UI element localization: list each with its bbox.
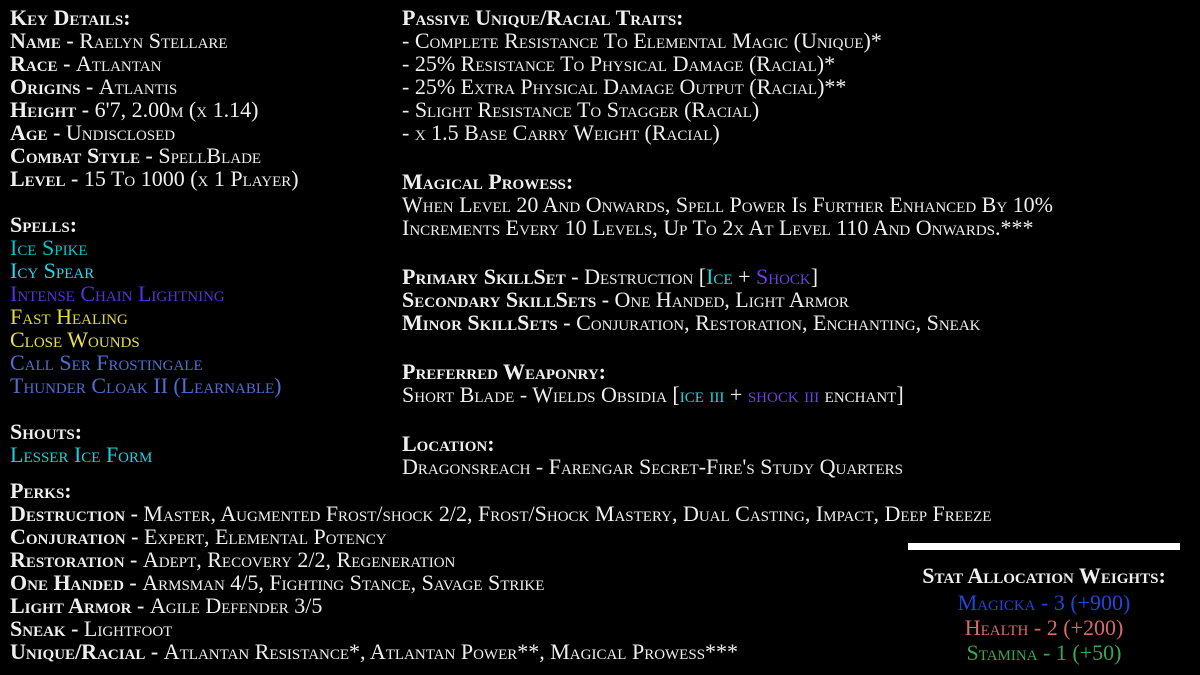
traits-heading: Passive Unique/Racial Traits: — [402, 5, 684, 30]
trait-item: - x 1.5 Base Carry Weight (Racial) — [402, 120, 720, 145]
perk-label: Unique/Racial — [10, 639, 146, 664]
weaponry-text: Short Blade - Wields Obsidia [ — [402, 382, 680, 407]
shout-name: Lesser Ice Form — [10, 442, 153, 467]
key-detail-label: Height — [10, 97, 77, 122]
weaponry-heading: Preferred Weaponry: — [402, 359, 607, 384]
minor-skillsets-label: Minor SkillSets — [402, 310, 558, 335]
secondary-skillsets-label: Secondary SkillSets — [402, 287, 597, 312]
label-separator: - — [123, 570, 143, 595]
label-separator: - — [140, 143, 159, 168]
key-detail-row — [10, 167, 398, 190]
minor-skillsets-row — [402, 311, 1194, 334]
shouts-section — [10, 420, 398, 466]
key-detail-row — [10, 98, 398, 121]
stat-allocation-section — [905, 543, 1183, 665]
perk-value: Lightfoot — [83, 616, 173, 641]
label-separator: - — [557, 310, 577, 335]
weaponry-section — [402, 360, 1194, 406]
key-detail-value: 6'7, 2.00m (x 1.14) — [94, 97, 259, 122]
location-section — [402, 432, 1194, 478]
key-detail-row — [10, 144, 398, 167]
spell-name: Thunder Cloak II (Learnable) — [10, 373, 282, 398]
plus-text: + — [724, 382, 748, 407]
spell-name: Fast Healing — [10, 304, 128, 329]
trait-item: - Complete Resistance To Elemental Magic (Unique)* — [402, 28, 882, 53]
label-separator: - — [65, 616, 84, 641]
right-column — [402, 6, 1194, 504]
trait-item: - 25% Resistance To Physical Damage (Racial)* — [402, 51, 836, 76]
key-detail-row — [10, 52, 398, 75]
perk-value: Master, Augmented Frost/shock 2/2, Frost/Shock Mastery, Dual Casting, Impact, Deep Freeze — [143, 501, 992, 526]
label-separator: - — [125, 524, 144, 549]
stat-magicka: Magicka - 3 (+900) — [957, 590, 1131, 615]
spells-section — [10, 213, 398, 397]
key-detail-label: Level — [10, 166, 66, 191]
spells-heading: Spells: — [10, 212, 78, 237]
spell-name: Call Ser Frostingale — [10, 350, 203, 375]
stat-allocation-heading: Stat Allocation Weights: — [922, 563, 1166, 588]
key-detail-value: Atlantis — [98, 74, 178, 99]
perk-label: Restoration — [10, 547, 125, 572]
label-separator: - — [65, 166, 84, 191]
plus-text: + — [732, 264, 757, 289]
trait-item: - 25% Extra Physical Damage Output (Racial)** — [402, 74, 847, 99]
key-detail-value: Raelyn Stellare — [79, 28, 228, 53]
key-detail-value: 15 To 1000 (x 1 Player) — [83, 166, 299, 191]
primary-skillset-label: Primary SkillSet — [402, 264, 566, 289]
weaponry-row — [402, 383, 1194, 406]
traits-section — [402, 6, 1194, 144]
shouts-heading: Shouts: — [10, 419, 83, 444]
trait-item: - Slight Resistance To Stagger (Racial) — [402, 97, 760, 122]
ice-enchant-text: ice iii — [679, 382, 725, 407]
shock-element-text: Shock — [756, 264, 811, 289]
key-detail-label: Age — [10, 120, 48, 145]
ice-element-text: Ice — [706, 264, 733, 289]
magical-prowess-heading: Magical Prowess: — [402, 169, 574, 194]
skillsets-section — [402, 265, 1194, 334]
stat-health: Health - 2 (+200) — [964, 615, 1124, 640]
key-detail-value: Atlantan — [75, 51, 162, 76]
label-separator: - — [124, 547, 143, 572]
perk-label: One Handed — [10, 570, 124, 595]
perk-label: Light Armor — [10, 593, 132, 618]
key-detail-label: Race — [10, 51, 58, 76]
minor-skillsets-value: Conjuration, Restoration, Enchanting, Sneak — [576, 310, 981, 335]
magical-prowess-section — [402, 170, 1194, 239]
location-heading: Location: — [402, 431, 495, 456]
perk-value: Agile Defender 3/5 — [149, 593, 323, 618]
perk-value: Expert, Elemental Potency — [143, 524, 387, 549]
secondary-skillsets-value: One Handed, Light Armor — [614, 287, 849, 312]
label-separator: - — [596, 287, 615, 312]
primary-skillset-row — [402, 265, 1194, 288]
spell-name: Intense Chain Lightning — [10, 281, 225, 306]
location-text: Dragonsreach - Farengar Secret-Fire's Study Quarters — [402, 454, 903, 479]
perk-label: Conjuration — [10, 524, 126, 549]
bracket-close: ] — [810, 264, 819, 289]
label-separator: - — [125, 501, 144, 526]
perk-value: Armsman 4/5, Fighting Stance, Savage Strike — [142, 570, 545, 595]
spell-name: Close Wounds — [10, 327, 140, 352]
shock-enchant-text: shock iii — [747, 382, 820, 407]
key-detail-label: Combat Style — [10, 143, 141, 168]
label-separator: - — [131, 593, 150, 618]
perk-value: Atlantan Resistance*, Atlantan Power**, Magical Prowess*** — [163, 639, 739, 664]
key-detail-value: Undisclosed — [65, 120, 176, 145]
enchant-suffix-text: enchant] — [819, 382, 904, 407]
label-separator: - — [60, 28, 80, 53]
label-separator: - — [76, 97, 95, 122]
perk-row — [10, 502, 1196, 525]
spell-name: Icy Spear — [10, 258, 95, 283]
spell-name: Ice Spike — [10, 235, 88, 260]
key-detail-row — [10, 29, 398, 52]
stat-stamina: Stamina - 1 (+50) — [966, 640, 1122, 665]
label-separator: - — [57, 51, 76, 76]
label-separator: - — [80, 74, 99, 99]
perk-label: Sneak — [10, 616, 66, 641]
left-column — [10, 6, 398, 489]
perk-value: Adept, Recovery 2/2, Regeneration — [142, 547, 456, 572]
label-separator: - — [565, 264, 585, 289]
key-details-section — [10, 6, 398, 190]
label-separator: - — [145, 639, 164, 664]
key-detail-value: SpellBlade — [158, 143, 262, 168]
key-detail-row — [10, 121, 398, 144]
key-details-heading: Key Details: — [10, 5, 131, 30]
key-detail-row — [10, 75, 398, 98]
key-detail-label: Origins — [10, 74, 81, 99]
perks-heading: Perks: — [10, 478, 72, 503]
secondary-skillsets-row — [402, 288, 1194, 311]
divider-bar — [908, 543, 1180, 550]
label-separator: - — [47, 120, 66, 145]
perk-label: Destruction — [10, 501, 126, 526]
key-detail-label: Name — [10, 28, 61, 53]
primary-skillset-value: Destruction [ — [584, 264, 707, 289]
magical-prowess-text: When Level 20 And Onwards, Spell Power Is Further Enhanced By 10% Increments Every 10 Levels, Up To 2x At Level 110 And Onwards.*** — [402, 192, 1053, 240]
